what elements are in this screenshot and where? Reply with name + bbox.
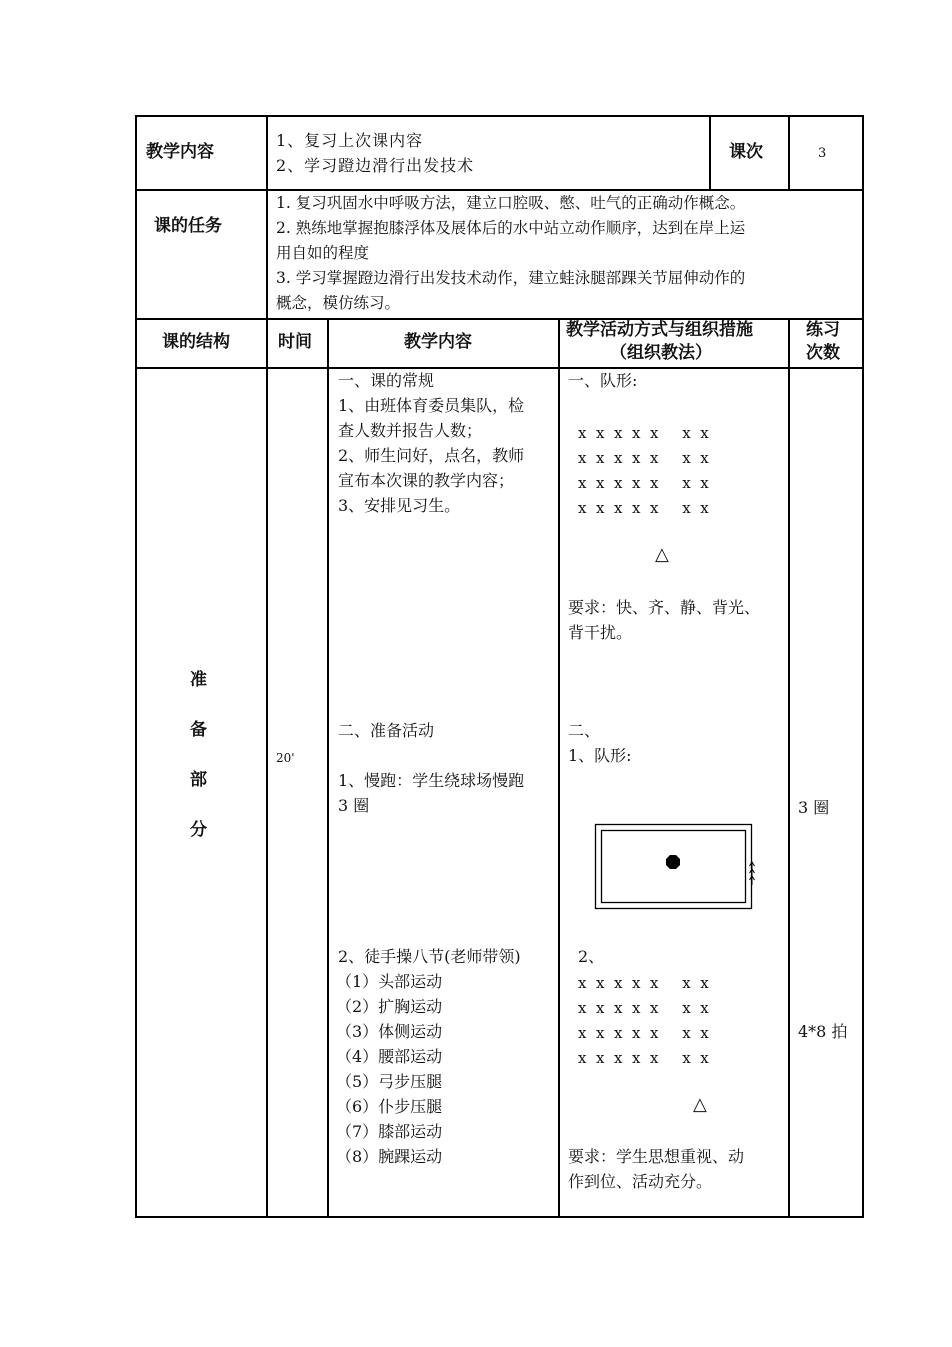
- lesson-no-value: 3: [818, 146, 827, 161]
- formation-row: x x x x x x x: [578, 1049, 709, 1067]
- ball-icon: [666, 855, 680, 869]
- col-content: 教学内容: [404, 332, 472, 352]
- routine-req-2: 背干扰。: [568, 623, 633, 642]
- exercise-req-1: 要求：学生思想重视、动: [568, 1147, 745, 1166]
- col-reps-2: 次数: [806, 343, 840, 363]
- exercise-req-2: 作到位、活动充分。: [568, 1172, 713, 1191]
- routine-line-1: 一、课的常规: [338, 371, 435, 390]
- formation-row: x x x x x x x: [578, 1024, 709, 1042]
- warmup-title: 二、准备活动: [338, 721, 435, 740]
- content-line-2: 2、学习蹬边滑行出发技术: [276, 156, 475, 175]
- task-line-5: 概念，模仿练习。: [276, 294, 401, 312]
- col-structure: 课的结构: [162, 332, 230, 352]
- routine-line-3: 查人数并报告人数；: [338, 421, 483, 440]
- task-line-4: 3. 学习掌握蹬边滑行出发技术动作，建立蛙泳腿部踝关节屈伸动作的: [276, 269, 746, 287]
- task-line-1: 1. 复习巩固水中呼吸方法，建立口腔吸、憋、吐气的正确动作概念。: [276, 194, 746, 212]
- formation-row: x x x x x x x: [578, 424, 709, 442]
- routine-req-1: 要求：快、齐、静、背光、: [568, 598, 761, 617]
- content-label: 教学内容: [146, 142, 214, 162]
- section-char-4: 分: [190, 820, 207, 840]
- formation-row: x x x x x x x: [578, 449, 709, 467]
- exercise-item-1: （1）头部运动: [336, 972, 443, 991]
- jog-line-1: 1、慢跑：学生绕球场慢跑: [338, 771, 525, 790]
- exercise-item-8: （8）腕踝运动: [336, 1147, 443, 1166]
- formation-row: x x x x x x x: [578, 499, 709, 517]
- col-method-2: （组织教法）: [610, 343, 712, 363]
- jog-line-2: 3 圈: [338, 796, 370, 815]
- running-direction-arrows: [750, 862, 755, 885]
- section-char-2: 备: [190, 720, 207, 740]
- exercise-reps: 4*8 拍: [798, 1022, 848, 1041]
- task-line-2: 2. 熟练地掌握抱膝浮体及展体后的水中站立动作顺序，达到在岸上运: [276, 219, 746, 237]
- exercise-item-5: （5）弓步压腿: [336, 1072, 443, 1091]
- jog-reps: 3 圈: [798, 798, 830, 817]
- section-char-3: 部: [190, 770, 207, 790]
- teacher-triangle-icon: △: [693, 1094, 707, 1115]
- warmup-method-title-1: 二、: [568, 721, 601, 740]
- exercise-title: 2、徒手操八节(老师带领): [338, 947, 521, 966]
- prep-time: 20': [276, 751, 295, 765]
- task-label: 课的任务: [154, 216, 222, 236]
- court-diagram: [594, 823, 756, 911]
- section-char-1: 准: [190, 670, 207, 690]
- col-reps-1: 练习: [806, 320, 840, 340]
- task-line-3: 用自如的程度: [276, 244, 370, 262]
- exercise-method-title: 2、: [578, 947, 605, 966]
- exercise-item-3: （3）体侧运动: [336, 1022, 443, 1041]
- routine-line-4: 2、师生问好，点名，教师: [338, 446, 525, 465]
- lesson-no-label: 课次: [729, 142, 763, 162]
- formation-row: x x x x x x x: [578, 999, 709, 1017]
- formation-row: x x x x x x x: [578, 974, 709, 992]
- warmup-method-title-2: 1、队形:: [568, 746, 632, 765]
- routine-method-title: 一、队形:: [568, 371, 638, 390]
- exercise-item-7: （7）膝部运动: [336, 1122, 443, 1141]
- exercise-item-4: （4）腰部运动: [336, 1047, 443, 1066]
- exercise-item-2: （2）扩胸运动: [336, 997, 443, 1016]
- routine-line-5: 宣布本次课的教学内容；: [338, 471, 515, 490]
- col-method-1: 教学活动方式与组织措施: [566, 320, 753, 340]
- routine-line-2: 1、由班体育委员集队，检: [338, 396, 525, 415]
- teacher-triangle-icon: △: [655, 544, 669, 565]
- exercise-item-6: （6）仆步压腿: [336, 1097, 443, 1116]
- content-line-1: 1、复习上次课内容: [276, 131, 424, 150]
- col-time: 时间: [278, 332, 312, 352]
- routine-line-6: 3、安排见习生。: [338, 496, 461, 515]
- formation-row: x x x x x x x: [578, 474, 709, 492]
